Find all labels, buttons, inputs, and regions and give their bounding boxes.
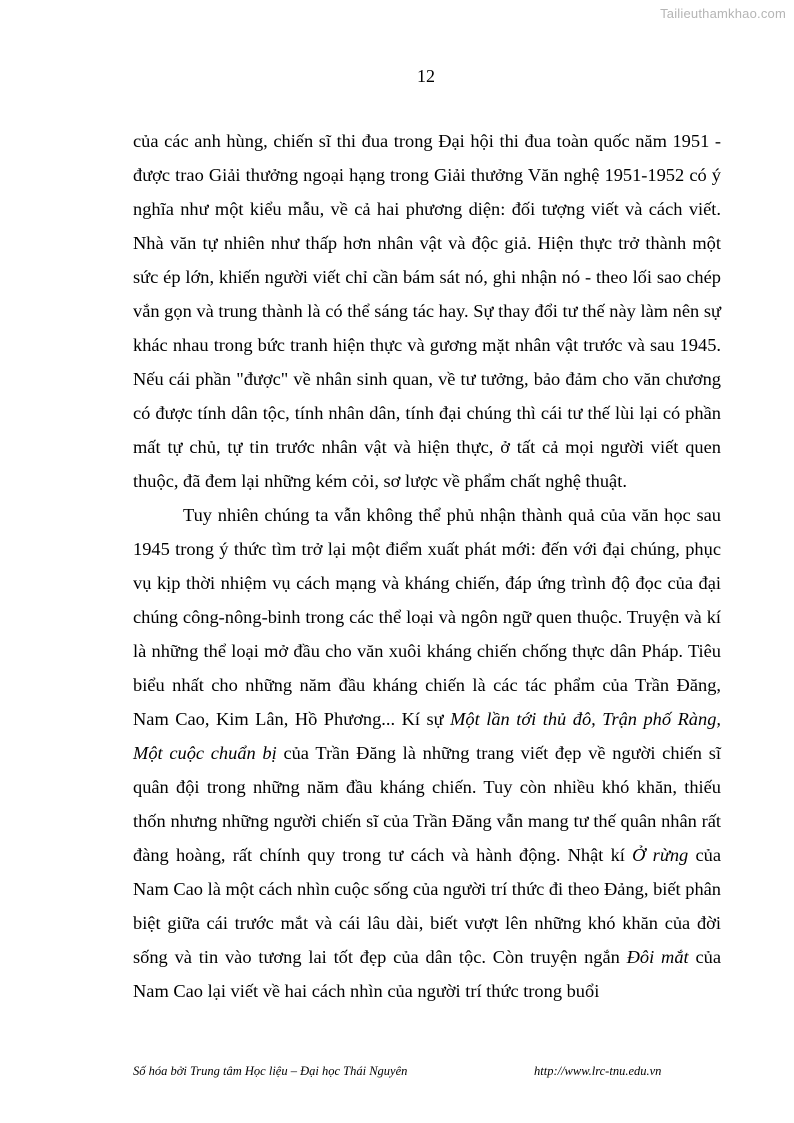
paragraph-2-text-1: Tuy nhiên chúng ta vẫn không thể phủ nhận thành quả của văn học sau 1945 trong ý thức tìm trở lại một điểm xuất phát mới: đến với đại chúng, phục vụ kịp thời nhiệm vụ cách mạng và kháng chiến, đáp ứng trình độ đọc của đại chúng công-nông-binh trong các thể loại và ngôn ngữ quen thuộc. Truyện và kí là những thể loại mở đầu cho văn xuôi kháng chiến chống thực dân Pháp. Tiêu biểu nhất cho những năm đầu kháng chiến là các tác phẩm của Trần Đăng, Nam Cao, Kim Lân, Hồ Phương... Kí sự xyxy=(133,505,721,729)
paragraph-1: của các anh hùng, chiến sĩ thi đua trong Đại hội thi đua toàn quốc năm 1951 - được trao Giải thưởng ngoại hạng trong Giải thưởng Văn nghệ 1951-1952 có ý nghĩa như một kiểu mẫu, về cả hai phương diện: đối tượng viết và cách viết. Nhà văn tự nhiên như thấp hơn nhân vật và độc giả. Hiện thực trở thành một sức ép lớn, khiến người viết chỉ cần bám sát nó, ghi nhận nó - theo lối sao chép vắn gọn và trung thành là có thể sáng tác hay. Sự thay đổi tư thế này làm nên sự khác nhau trong bức tranh hiện thực và gương mặt nhân vật trước và sau 1945. Nếu cái phần "được" về nhân sinh quan, về tư tưởng, bảo đảm cho văn chương có được tính dân tộc, tính nhân dân, tính đại chúng thì cái tư thế lùi lại có phần mất tự chủ, tự tin trước nhân vật và hiện thực, ở tất cả mọi người viết quen thuộc, đã đem lại những kém cỏi, sơ lược về phẩm chất nghệ thuật. xyxy=(133,131,721,491)
page-number: 12 xyxy=(417,66,435,86)
footer-credit: Số hóa bởi Trung tâm Học liệu – Đại học Thái Nguyên xyxy=(133,1064,408,1078)
paragraph-2-text-4: của Nam Cao lại viết về hai cách nhìn của người trí thức trong buổi xyxy=(133,947,721,1001)
work-title-doi-mat: Đôi mắt xyxy=(626,947,689,967)
watermark-text: Tailieuthamkhao.com xyxy=(660,6,786,21)
document-body xyxy=(133,124,721,1008)
work-titles-tran-dang: Một lần tới thủ đô, Trận phố Ràng, Một cuộc chuẩn bị xyxy=(133,709,721,763)
footer-url[interactable]: http://www.lrc-tnu.edu.vn xyxy=(534,1064,662,1078)
work-title-o-rung: Ở rừng xyxy=(632,845,689,865)
paragraph-2 xyxy=(133,498,721,1008)
paragraph-2-text-3: của Nam Cao là một cách nhìn cuộc sống của người trí thức đi theo Đảng, biết phân biệt giữa cái trước mắt và cái lâu dài, biết vượt lên những khó khăn của đời sống và tin vào tương lai tốt đẹp của dân tộc. Còn truyện ngắn xyxy=(133,845,721,967)
paragraph-2-text-2: của Trần Đăng là những trang viết đẹp về người chiến sĩ quân đội trong những năm đầu kháng chiến. Tuy còn nhiều khó khăn, thiếu thốn nhưng những người chiến sĩ của Trần Đăng vẫn mang tư thế quân nhân rất đàng hoàng, rất chính quy trong tư cách và hành động. Nhật kí xyxy=(133,743,721,865)
